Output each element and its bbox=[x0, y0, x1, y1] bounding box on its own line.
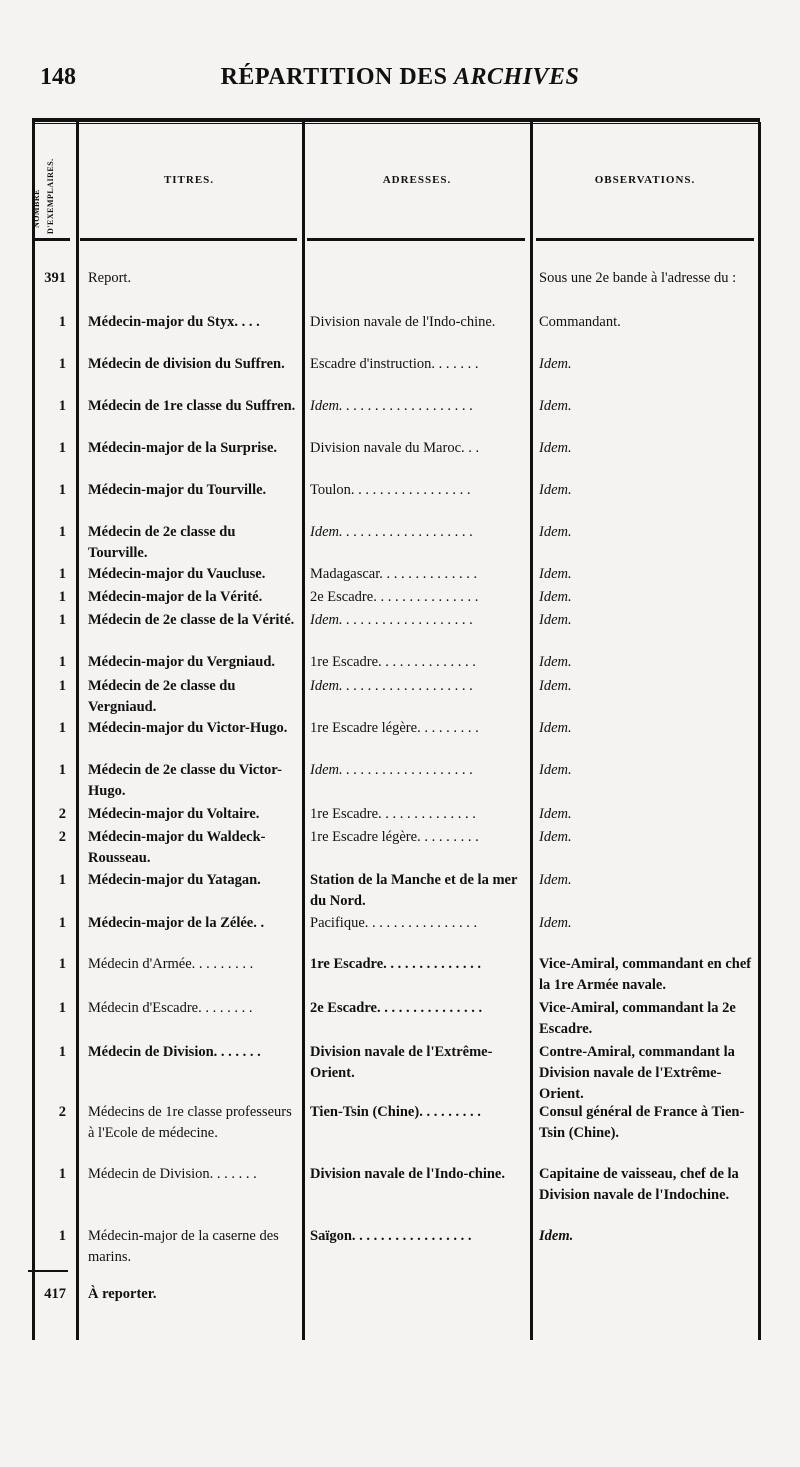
archive-distribution-table bbox=[22, 118, 762, 1340]
count-cell: 1 bbox=[58, 356, 66, 372]
observation-cell: Commandant. bbox=[539, 314, 621, 330]
title-cell: Médecin-major du Vergniaud. bbox=[88, 654, 276, 670]
count-cell: 1 bbox=[58, 398, 66, 414]
address-cell: 2e Escadre. . . . . . . . . . . . . . . bbox=[310, 589, 479, 605]
title-cell: Médecin-major de la Surprise. bbox=[88, 440, 278, 456]
address-cell: Idem. . . . . . . . . . . . . . . . . . . bbox=[310, 524, 474, 540]
address-cell: Tien-Tsin (Chine). . . . . . . . . bbox=[310, 1104, 481, 1120]
count-cell: 1 bbox=[58, 654, 66, 670]
title-cell: Médecin de 2e classe du Tourville. bbox=[88, 524, 236, 561]
address-cell: Division navale du Maroc. . . bbox=[310, 440, 480, 456]
observation-cell: Idem. bbox=[539, 1228, 574, 1244]
count-cell: 1 bbox=[58, 524, 66, 540]
observation-cell: Idem. bbox=[539, 589, 572, 605]
address-cell: Station de la Manche et de la mer du Nord. bbox=[310, 872, 518, 909]
address-cell: Toulon. . . . . . . . . . . . . . . . . bbox=[310, 482, 471, 498]
count-cell: 1 bbox=[58, 720, 66, 736]
title-cell: Médecin-major du Yatagan. bbox=[88, 872, 261, 888]
page-header bbox=[40, 64, 760, 100]
title-cell: Médecin-major du Tourville. bbox=[88, 482, 267, 498]
count-cell: 1 bbox=[58, 1044, 66, 1060]
observation-cell: Idem. bbox=[539, 398, 572, 414]
observation-cell: Idem. bbox=[539, 440, 572, 456]
title-cell: Médecin-major de la Zélée. . bbox=[88, 915, 265, 931]
observation-cell: Idem. bbox=[539, 566, 572, 582]
title-cell: Médecin de division du Suffren. bbox=[88, 356, 285, 372]
address-cell: Escadre d'instruction. . . . . . . bbox=[310, 356, 479, 372]
count-cell: 391 bbox=[44, 270, 66, 286]
title-cell: Médecin-major du Voltaire. bbox=[88, 806, 260, 822]
observation-cell: Idem. bbox=[539, 915, 572, 931]
count-cell: 2 bbox=[58, 1104, 66, 1120]
count-cell: 1 bbox=[58, 872, 66, 888]
count-cell: 1 bbox=[58, 440, 66, 456]
observation-cell: Idem. bbox=[539, 356, 572, 372]
count-cell: 1 bbox=[58, 566, 66, 582]
title-cell: Médecin-major de la caserne des marins. bbox=[88, 1228, 279, 1265]
observation-cell: Vice-Amiral, commandant la 2e Escadre. bbox=[539, 1000, 736, 1037]
count-cell: 1 bbox=[58, 1166, 66, 1182]
observation-cell: Idem. bbox=[539, 524, 572, 540]
observation-cell: Idem. bbox=[539, 720, 572, 736]
title-cell: Médecin-major de la Vérité. bbox=[88, 589, 263, 605]
observation-cell: Idem. bbox=[539, 678, 572, 694]
count-cell: 1 bbox=[58, 762, 66, 778]
title-cell: Médecin-major du Styx. . . . bbox=[88, 314, 260, 330]
address-cell: 1re Escadre légère. . . . . . . . . bbox=[310, 720, 479, 736]
observation-cell: Contre-Amiral, commandant la Division navale de l'Extrême-Orient. bbox=[539, 1044, 735, 1102]
title-cell: Médecins de 1re classe professeurs à l'Ecole de médecine. bbox=[88, 1104, 292, 1141]
count-header-line2: D'EXEMPLAIRES. bbox=[46, 158, 55, 234]
observation-cell: Idem. bbox=[539, 654, 572, 670]
table-top-rule-thin bbox=[32, 123, 760, 124]
title-cell: Report. bbox=[88, 270, 132, 286]
title-cell: Médecin d'Armée. . . . . . . . . bbox=[88, 956, 254, 972]
observation-cell: Idem. bbox=[539, 612, 572, 628]
title-cell: Médecin-major du Victor-Hugo. bbox=[88, 720, 288, 736]
count-cell: 1 bbox=[58, 915, 66, 931]
address-cell: 1re Escadre légère. . . . . . . . . bbox=[310, 829, 479, 845]
address-cell: Idem. . . . . . . . . . . . . . . . . . . bbox=[310, 612, 474, 628]
address-cell: 1re Escadre. . . . . . . . . . . . . . bbox=[310, 956, 482, 972]
column-divider bbox=[530, 122, 533, 1340]
address-cell: Saïgon. . . . . . . . . . . . . . . . . bbox=[310, 1228, 472, 1244]
title-cell: Médecin de 2e classe du Vergniaud. bbox=[88, 678, 236, 715]
header-rule bbox=[307, 238, 525, 241]
address-cell: Idem. . . . . . . . . . . . . . . . . . . bbox=[310, 762, 474, 778]
table-top-rule bbox=[32, 118, 760, 122]
observation-cell: Sous une 2e bande à l'adresse du : bbox=[539, 270, 737, 286]
count-cell: 1 bbox=[58, 482, 66, 498]
count-cell: 1 bbox=[58, 612, 66, 628]
address-cell: Division navale de l'Indo-chine. bbox=[310, 1166, 505, 1182]
title-cell: Médecin-major du Vaucluse. bbox=[88, 566, 266, 582]
count-cell: 1 bbox=[58, 314, 66, 330]
title-cell: Médecin de 2e classe de la Vérité. bbox=[88, 612, 295, 628]
header-rule bbox=[80, 238, 297, 241]
count-cell: 1 bbox=[58, 1000, 66, 1016]
observation-cell: Idem. bbox=[539, 872, 572, 888]
titles-column-header: TITRES. bbox=[163, 174, 215, 186]
column-divider bbox=[758, 122, 761, 1340]
observation-cell: Idem. bbox=[539, 482, 572, 498]
title-cell: Médecin-major du Waldeck-Rousseau. bbox=[88, 829, 266, 866]
running-title-part2: ARCHIVES bbox=[454, 64, 580, 90]
title-cell: Médecin de 2e classe du Victor-Hugo. bbox=[88, 762, 282, 799]
address-cell: Pacifique. . . . . . . . . . . . . . . . bbox=[310, 915, 478, 931]
address-cell: Division navale de l'Extrême-Orient. bbox=[310, 1044, 493, 1081]
column-divider bbox=[76, 122, 79, 1340]
header-rule bbox=[536, 238, 754, 241]
count-cell: 2 bbox=[58, 829, 66, 845]
observation-cell: Consul général de France à Tien-Tsin (Chine). bbox=[539, 1104, 745, 1141]
address-cell: Division navale de l'Indo-chine. bbox=[310, 314, 496, 330]
address-cell: Idem. . . . . . . . . . . . . . . . . . . bbox=[310, 678, 474, 694]
count-cell: 2 bbox=[58, 806, 66, 822]
observation-cell: Idem. bbox=[539, 762, 572, 778]
title-cell: Médecin d'Escadre. . . . . . . . bbox=[88, 1000, 253, 1016]
count-header-line1: NOMBRE bbox=[32, 189, 41, 228]
address-cell: Idem. . . . . . . . . . . . . . . . . . . bbox=[310, 398, 474, 414]
running-title bbox=[40, 64, 760, 91]
addresses-column-header: ADRESSES. bbox=[382, 174, 452, 186]
address-cell: Madagascar. . . . . . . . . . . . . . bbox=[310, 566, 478, 582]
count-column-header bbox=[30, 130, 70, 234]
title-cell: Médecin de Division. . . . . . . bbox=[88, 1044, 261, 1060]
running-title-part1: RÉPARTITION DES bbox=[220, 64, 454, 90]
observation-cell: Idem. bbox=[539, 806, 572, 822]
address-cell: 1re Escadre. . . . . . . . . . . . . . bbox=[310, 806, 476, 822]
column-divider bbox=[302, 122, 305, 1340]
count-cell: 417 bbox=[44, 1286, 66, 1302]
observation-cell: Vice-Amiral, commandant en chef la 1re Armée navale. bbox=[539, 956, 752, 993]
title-cell: À reporter. bbox=[88, 1286, 157, 1302]
observation-cell: Idem. bbox=[539, 829, 572, 845]
page-number: 148 bbox=[40, 64, 76, 90]
title-cell: Médecin de Division. . . . . . . bbox=[88, 1166, 257, 1182]
count-cell: 1 bbox=[58, 956, 66, 972]
title-cell: Médecin de 1re classe du Suffren. bbox=[88, 398, 296, 414]
address-cell: 1re Escadre. . . . . . . . . . . . . . bbox=[310, 654, 476, 670]
header-rule bbox=[32, 238, 70, 241]
observation-cell: Capitaine de vaisseau, chef de la Division navale de l'Indochine. bbox=[539, 1166, 739, 1203]
total-rule bbox=[28, 1270, 68, 1272]
count-cell: 1 bbox=[58, 589, 66, 605]
address-cell: 2e Escadre. . . . . . . . . . . . . . . bbox=[310, 1000, 483, 1016]
count-cell: 1 bbox=[58, 1228, 66, 1244]
observations-column-header: OBSERVATIONS. bbox=[594, 174, 696, 186]
count-cell: 1 bbox=[58, 678, 66, 694]
